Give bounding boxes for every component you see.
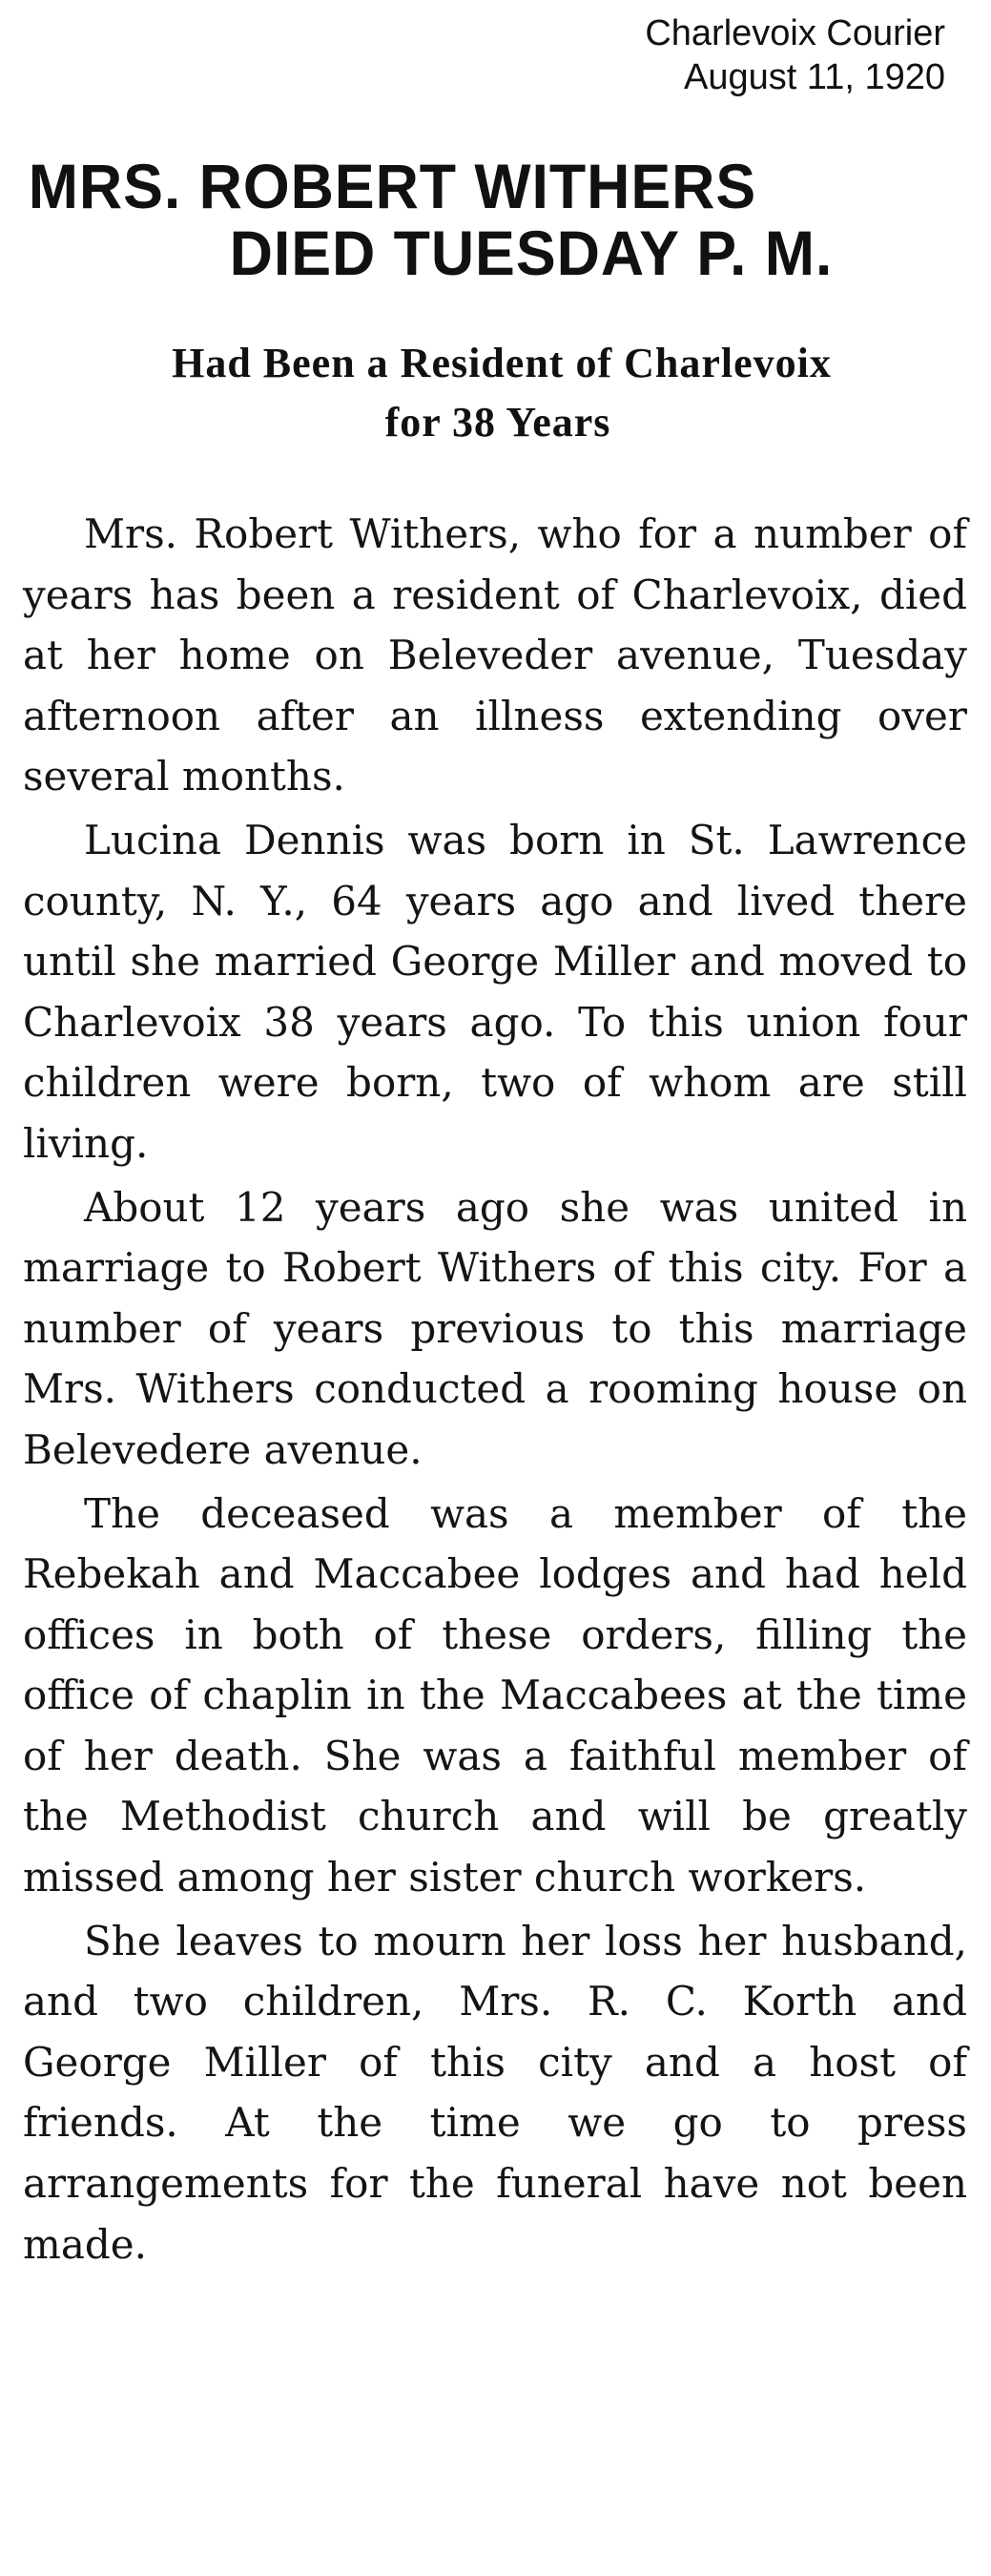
publication-date: August 11, 1920 bbox=[684, 57, 945, 97]
article-body bbox=[23, 504, 967, 2275]
paragraph-1: Mrs. Robert Withers, who for a number of years has been a resident of Charlevoix, died at her home on Beleveder avenue, Tuesday afternoon after an illness extending over several months. bbox=[23, 510, 967, 800]
headline bbox=[23, 153, 920, 286]
subheadline-line-2: for 38 Years bbox=[384, 399, 611, 446]
paragraph-4: The deceased was a member of the Rebekah and Maccabee lodges and had held offices in both of these orders, filling the office of chaplin in the Maccabees at the time of her death. She was a faithful member of the Methodist church and will be greatly missed among her sister church workers. bbox=[23, 1489, 967, 1901]
publication-name: Charlevoix Courier bbox=[645, 13, 945, 53]
paragraph-5: She leaves to mourn her loss her husband, and two children, Mrs. R. C. Korth and George Miller of this city and a host of friends. At the time we go to press arrangements for the funeral have not been made. bbox=[23, 1917, 967, 2268]
subheadline bbox=[23, 334, 973, 452]
paragraph-2: Lucina Dennis was born in St. Lawrence county, N. Y., 64 years ago and lived there until she married George Miller and moved to Charlevoix 38 years ago. To this union four children were born, two of whom are still living. bbox=[23, 816, 967, 1167]
subheadline-line-1: Had Been a Resident of Charlevoix bbox=[172, 340, 832, 386]
paragraph-3: About 12 years ago she was united in marriage to Robert Withers of this city. For a number of years previous to this marriage Mrs. Withers conducted a rooming house on Belevedere avenue. bbox=[23, 1183, 967, 1473]
headline-line-2: DIED TUESDAY P. M. bbox=[229, 218, 834, 288]
source-citation bbox=[645, 11, 945, 99]
headline-line-1: MRS. ROBERT WITHERS bbox=[28, 151, 757, 221]
